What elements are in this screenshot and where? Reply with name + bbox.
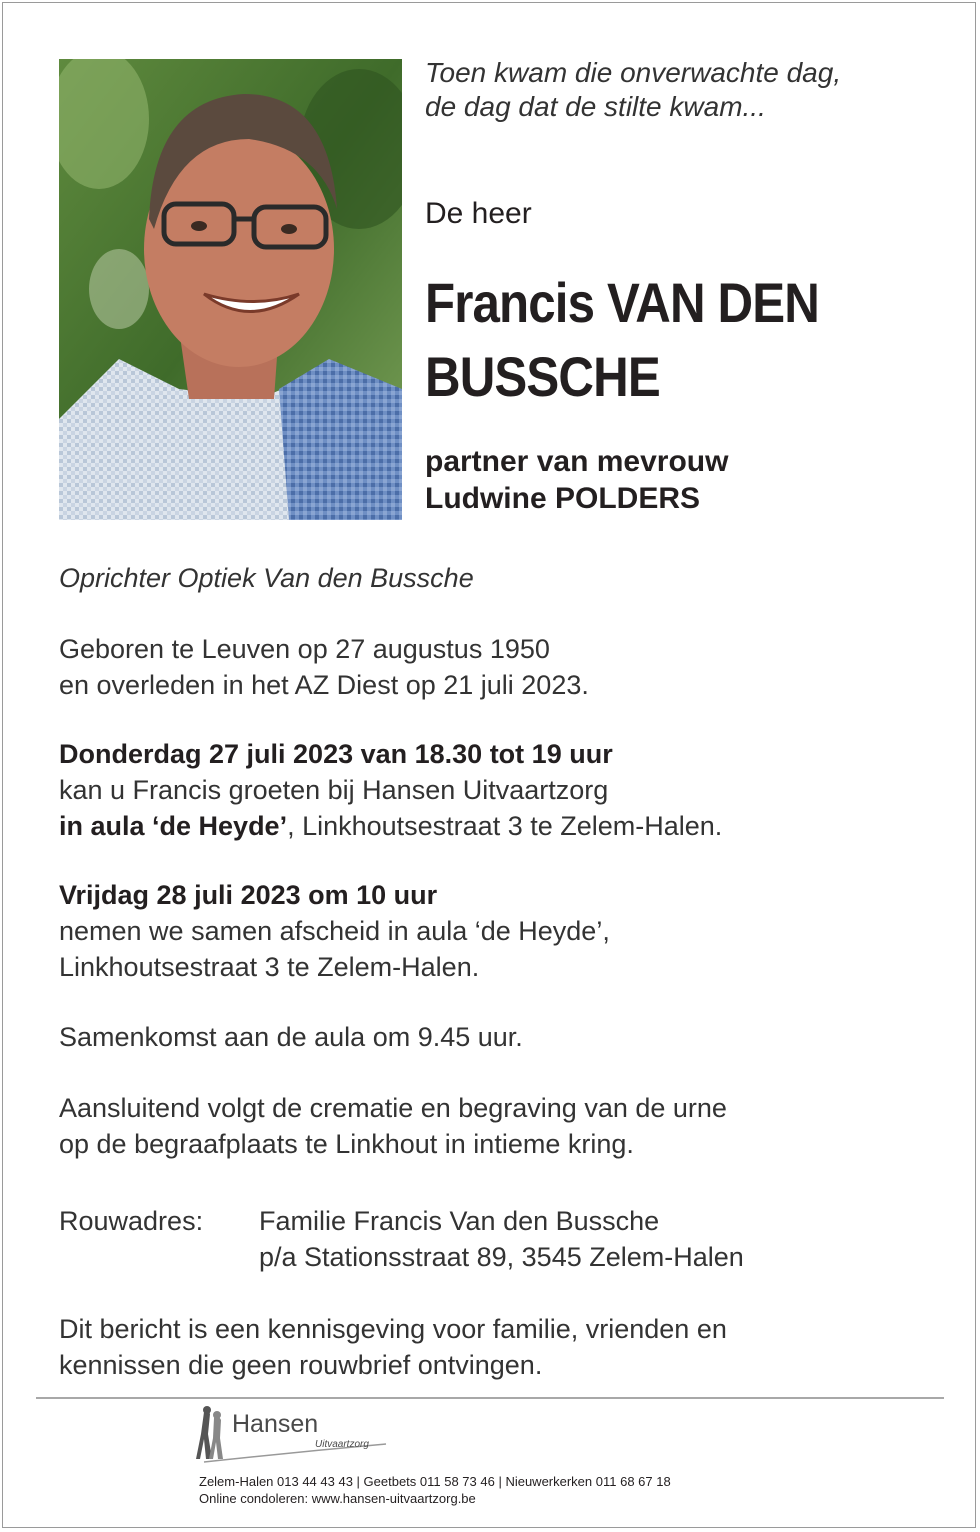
cremation-line-1: Aansluitend volgt de crematie en begraving van de urne (59, 1093, 727, 1123)
quote-line-1: Toen kwam die onverwachte dag, (425, 57, 842, 88)
cremation-line-2: op de begraafplaats te Linkhout in intieme kring. (59, 1129, 634, 1159)
address-label: Rouwadres: (59, 1206, 204, 1236)
birth-death (59, 631, 939, 703)
partner-line-2: Ludwine POLDERS (425, 482, 701, 515)
role-text: Oprichter Optiek Van den Bussche (59, 563, 474, 593)
farewell-heading: Vrijdag 28 juli 2023 om 10 uur (59, 880, 438, 910)
visitation-block (59, 736, 939, 844)
birth-line-2: en overleden in het AZ Diest op 21 juli 2023. (59, 670, 589, 700)
visitation-line-2: kan u Francis groeten bij Hansen Uitvaartzorg (59, 775, 609, 805)
footer-contacts: Zelem-Halen 013 44 43 43 | Geetbets 011 58 73 46 | Nieuwerkerken 011 68 67 18 (199, 1474, 671, 1489)
farewell-line-2: nemen we samen afscheid in aula ‘de Heyde’, (59, 916, 610, 946)
address-block (59, 1203, 939, 1275)
cremation-block (59, 1090, 939, 1162)
visitation-heading: Donderdag 27 juli 2023 van 18.30 tot 19 uur (59, 739, 613, 769)
notice-line-1: Dit bericht is een kennisgeving voor familie, vrienden en (59, 1314, 727, 1344)
gathering-text: Samenkomst aan de aula om 9.45 uur. (59, 1022, 523, 1052)
portrait-photo (59, 59, 402, 520)
address-line-2 (59, 1239, 939, 1275)
address-street: p/a Stationsstraat 89, 3545 Zelem-Halen (259, 1242, 744, 1272)
deceased-name (425, 266, 891, 414)
notice-block (59, 1311, 939, 1383)
footer-divider (36, 1397, 944, 1399)
salutation: De heer (425, 197, 532, 230)
name-line-2: BUSSCHE (425, 345, 660, 408)
partner-line-1: partner van mevrouw (425, 445, 729, 478)
gathering (59, 1019, 939, 1055)
footer-online[interactable]: Online condoleren: www.hansen-uitvaartzorg.be (199, 1491, 476, 1506)
name-line-1: Francis VAN DEN (425, 271, 819, 334)
address-line-1 (59, 1203, 939, 1239)
visitation-line-3 (59, 808, 939, 844)
partner-info (425, 443, 728, 517)
quote (425, 56, 945, 124)
address-name: Familie Francis Van den Bussche (259, 1206, 660, 1236)
visitation-address: , Linkhoutsestraat 3 te Zelem-Halen. (287, 811, 723, 841)
farewell-line-3: Linkhoutsestraat 3 te Zelem-Halen. (59, 952, 480, 982)
logo-subtitle: Uitvaartzorg (315, 1439, 369, 1450)
visitation-venue: in aula ‘de Heyde’ (59, 811, 288, 841)
quote-line-2: de dag dat de stilte kwam... (425, 91, 766, 122)
farewell-block (59, 877, 939, 985)
notice-line-2: kennissen die geen rouwbrief ontvingen. (59, 1350, 543, 1380)
logo-name: Hansen (232, 1410, 319, 1438)
birth-line-1: Geboren te Leuven op 27 augustus 1950 (59, 634, 550, 664)
role (59, 560, 939, 596)
